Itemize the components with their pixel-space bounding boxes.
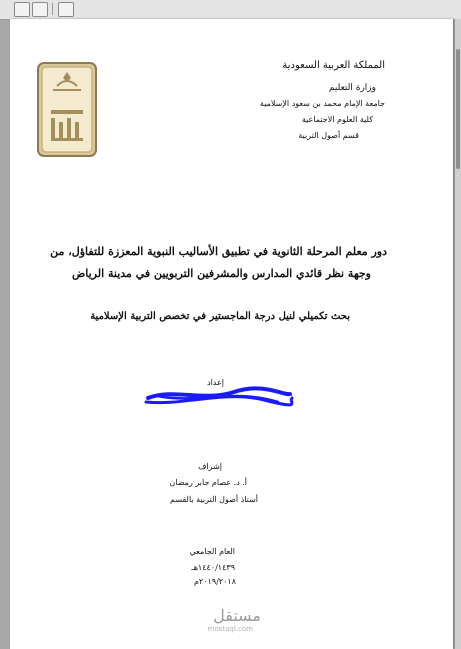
watermark-domain: mostaql.com (207, 625, 253, 633)
header-line-college: كلية العلوم الاجتماعية (301, 115, 373, 124)
supervisor-title: أستاذ أصول التربية بالقسم (170, 495, 258, 504)
supervisor-name: أ. د. عصام جابر رمضان (169, 478, 247, 487)
scrollbar-thumb[interactable] (456, 49, 460, 169)
thesis-title-line-1: دور معلم المرحلة الثانوية في تطبيق الأساليب النبوية المعززة للتفاؤل، من (50, 245, 387, 258)
degree-subtitle: بحث تكميلي لنيل درجة الماجستير في تخصص التربية الإسلامية (90, 311, 350, 322)
supervision-label: إشراف (198, 462, 222, 471)
zoom-button[interactable] (58, 2, 74, 17)
prepared-by-label: إعداد (207, 378, 224, 387)
document-page (10, 19, 453, 649)
watermark-logo-text: مستقل (213, 606, 261, 625)
thesis-title-line-2: وجهة نظر قائدي المدارس والمشرفين التربويين في مدينة الرياض (71, 267, 371, 280)
vertical-scrollbar[interactable] (455, 19, 461, 649)
viewer-toolbar (0, 0, 461, 20)
university-logo (37, 62, 97, 157)
forward-button[interactable] (32, 2, 48, 17)
header-line-ministry: وزارة التعليم (328, 83, 376, 93)
toolbar-separator (52, 3, 53, 15)
back-button[interactable] (14, 2, 30, 17)
gregorian-year: ٢٠١٩/٢٠١٨م (193, 577, 236, 586)
hijri-year: ١٤٤٠/١٤٣٩هـ (191, 563, 235, 572)
redacted-author-name (144, 386, 294, 408)
header-line-university: جامعة الإمام محمد بن سعود الإسلامية (259, 99, 385, 108)
header-line-department: قسم أصول التربية (298, 131, 359, 140)
header-line-kingdom: المملكة العربية السعودية (282, 60, 385, 71)
academic-year-label: العام الجامعي (189, 547, 235, 556)
